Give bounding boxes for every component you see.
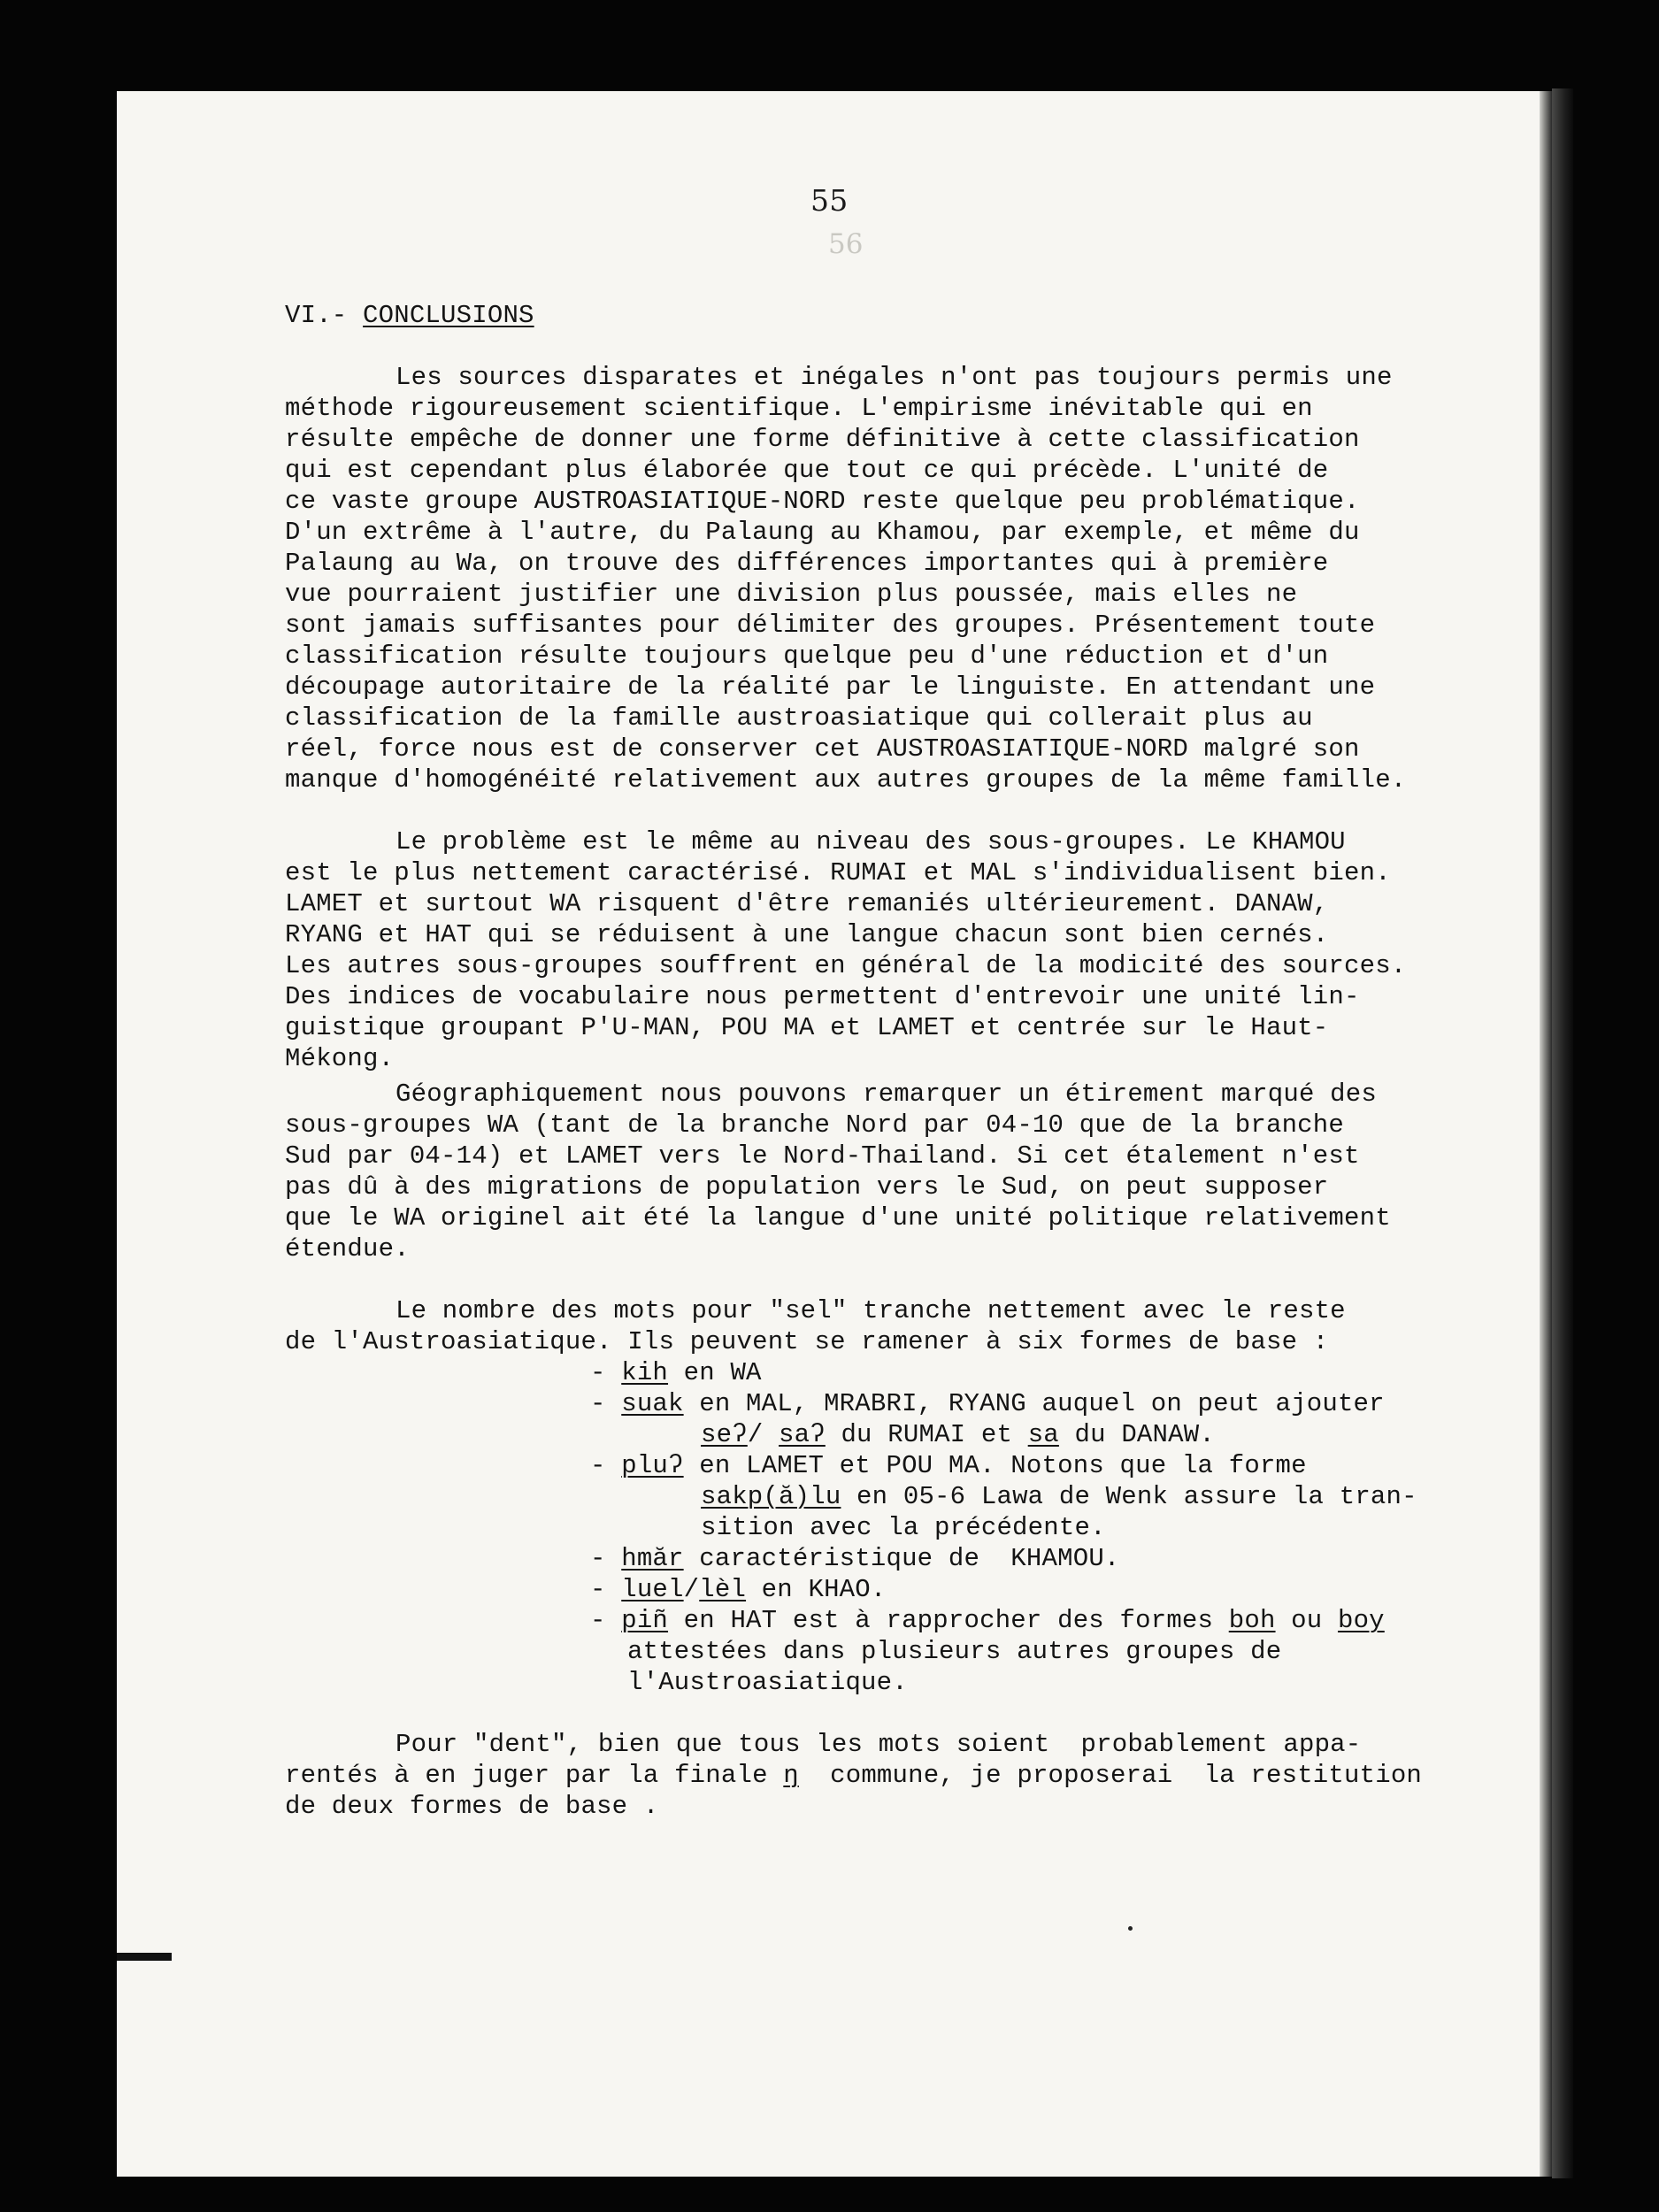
form-item-plu: - pluʔ en LAMET et POU MA. Notons que la forme: [590, 1451, 1307, 1480]
form-item-pin: - piñ en HAT est à rapprocher des formes boh ou boy: [590, 1606, 1385, 1635]
para5-line: Pour "dent", bien que tous les mots soient probablement appa-: [396, 1730, 1362, 1759]
para1-line: réel, force nous est de conserver cet AUSTROASIATIQUE-NORD malgré son: [285, 734, 1360, 764]
form-word: pluʔ: [621, 1451, 684, 1480]
form-word: lèl: [699, 1575, 747, 1604]
para1-line: qui est cependant plus élaborée que tout ce qui précède. L'unité de: [285, 456, 1329, 485]
binding-edge: [1552, 88, 1573, 2178]
form-item-hmar: - hmăr caractéristique de KHAMOU.: [590, 1544, 1120, 1573]
heading-number: VI.-: [285, 301, 364, 330]
page-number: 55: [810, 183, 849, 218]
para2-line: guistique groupant P'U-MAN, POU MA et LAMET et centrée sur le Haut-: [285, 1013, 1329, 1042]
form-word: luel: [621, 1575, 684, 1604]
para1-line: vue pourraient justifier une division plus poussée, mais elles ne: [285, 580, 1298, 609]
para2-line: Mékong.: [285, 1044, 395, 1073]
para4-line: de l'Austroasiatique. Ils peuvent se ramener à six formes de base :: [285, 1327, 1329, 1356]
para2-line: est le plus nettement caractérisé. RUMAI et MAL s'individualisent bien.: [285, 858, 1391, 887]
form-word: suak: [621, 1389, 684, 1418]
form-word: hmăr: [621, 1544, 684, 1573]
section-heading: [285, 301, 534, 331]
para3-line: étendue.: [285, 1234, 410, 1263]
para3-line: pas dû à des migrations de population vers le Sud, on peut supposer: [285, 1172, 1329, 1202]
para5-line: de deux formes de base .: [285, 1792, 659, 1821]
para1-line: Les sources disparates et inégales n'ont pas toujours permis une: [396, 363, 1393, 392]
para3-line: sous-groupes WA (tant de la branche Nord par 04-10 que de la branche: [285, 1110, 1344, 1140]
form-item-kih: - kih en WA: [590, 1358, 762, 1387]
para1-line: classification de la famille austroasiatique qui collerait plus au: [285, 703, 1313, 733]
form-item-plu-cont: sakp(ă)lu en 05-6 Lawa de Wenk assure la tran-: [701, 1482, 1417, 1511]
para3-line: que le WA originel ait été la langue d'une unité politique relativement: [285, 1203, 1391, 1233]
para1-line: ce vaste groupe AUSTROASIATIQUE-NORD reste quelque peu problématique.: [285, 487, 1360, 516]
para1-line: Palaung au Wa, on trouve des différences importantes qui à première: [285, 549, 1329, 578]
bleed-through-page-number: 56: [828, 228, 864, 260]
para5-line: rentés à en juger par la finale ŋ commune, je proposerai la restitution: [285, 1761, 1423, 1790]
para1-line: méthode rigoureusement scientifique. L'empirisme inévitable qui en: [285, 394, 1313, 423]
para3-line: Géographiquement nous pouvons remarquer un étirement marqué des: [396, 1079, 1377, 1109]
form-word: kih: [621, 1358, 669, 1387]
page-text: [117, 91, 1540, 2177]
heading-title: CONCLUSIONS: [363, 301, 534, 330]
para1-line: D'un extrême à l'autre, du Palaung au Khamou, par exemple, et même du: [285, 518, 1360, 547]
para2-line: RYANG et HAT qui se réduisent à une langue chacun sont bien cernés.: [285, 920, 1329, 949]
form-item-suak-cont: seʔ/ saʔ du RUMAI et sa du DANAW.: [701, 1420, 1215, 1449]
eng-symbol: ŋ: [783, 1761, 799, 1790]
para2-line: Les autres sous-groupes souffrent en général de la modicité des sources.: [285, 951, 1407, 980]
para1-line: sont jamais suffisantes pour délimiter des groupes. Présentement toute: [285, 611, 1376, 640]
para1-line: classification résulte toujours quelque peu d'une réduction et d'un: [285, 641, 1329, 671]
para2-line: Le problème est le même au niveau des sous-groupes. Le KHAMOU: [396, 827, 1346, 856]
para1-line: découpage autoritaire de la réalité par le linguiste. En attendant une: [285, 672, 1376, 702]
para4-line: Le nombre des mots pour "sel" tranche nettement avec le reste: [396, 1296, 1346, 1325]
form-item-suak: - suak en MAL, MRABRI, RYANG auquel on peut ajouter: [590, 1389, 1385, 1418]
para1-line: résulte empêche de donner une forme définitive à cette classification: [285, 425, 1360, 454]
para2-line: Des indices de vocabulaire nous permettent d'entrevoir une unité lin-: [285, 982, 1360, 1011]
form-item-pin-cont2: l'Austroasiatique.: [627, 1668, 908, 1697]
form-word: piñ: [621, 1606, 669, 1635]
para3-line: Sud par 04-14) et LAMET vers le Nord-Thailand. Si cet étalement n'est: [285, 1141, 1360, 1171]
para1-line: manque d'homogénéité relativement aux autres groupes de la même famille.: [285, 765, 1407, 795]
para2-line: LAMET et surtout WA risquent d'être remaniés ultérieurement. DANAW,: [285, 889, 1329, 918]
page-edge: [1540, 91, 1552, 2177]
form-item-pin-cont: attestées dans plusieurs autres groupes de: [627, 1637, 1282, 1666]
form-item-luel: - luel/lèl en KHAO.: [590, 1575, 887, 1604]
form-item-plu-cont2: sition avec la précédente.: [701, 1513, 1106, 1542]
